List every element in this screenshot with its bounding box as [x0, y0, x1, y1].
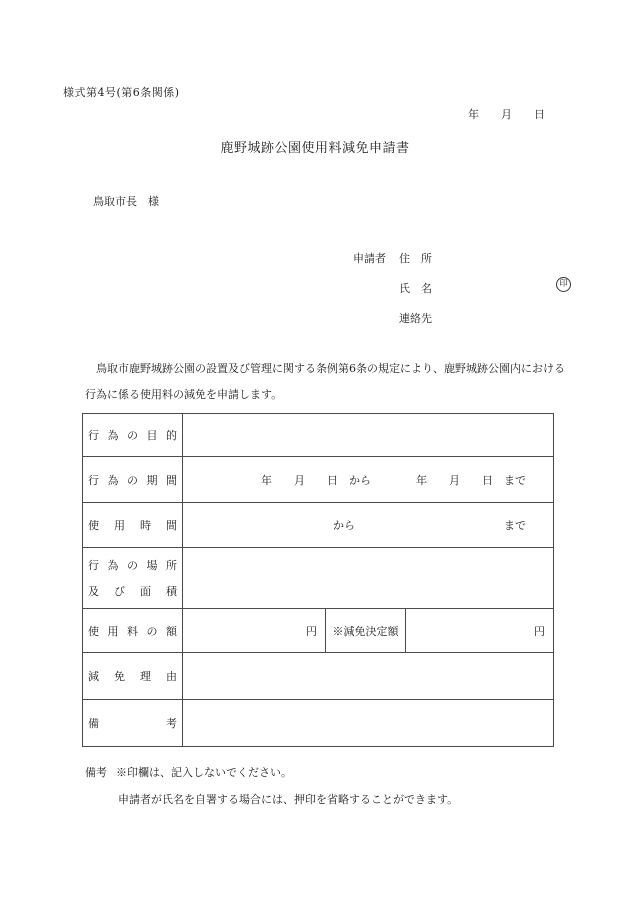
application-table [82, 413, 554, 747]
usage-time-field [183, 503, 553, 547]
fee-unit-yen: 円 [306, 624, 317, 638]
applicant-name-label: 氏 名 [399, 282, 432, 295]
body-paragraph: 鳥取市鹿野城跡公園の設置及び管理に関する条例第6条の規定により、鹿野城跡公園内における行為に係る使用料の減免を申請します。 [85, 362, 565, 401]
seal-icon [556, 277, 571, 292]
row-label-text: 減 免 理 由 [88, 670, 177, 683]
row-label-text: 使 用 料 の 額 [88, 624, 177, 638]
table-row-reason [83, 653, 553, 700]
fee-decided-label-text: ※減免決定額 [332, 624, 399, 638]
table-row-period [83, 457, 553, 503]
period-from-text: 年 月 日 から [261, 473, 371, 487]
footer-note-2: 申請者が氏名を自署する場合には、押印を省略することができます。 [118, 793, 459, 806]
applicant-label: 申請者 [353, 252, 386, 265]
location-field [183, 548, 553, 608]
remarks-field [183, 700, 553, 746]
table-row-purpose [83, 414, 553, 457]
footer-note-1-text: ※印欄は、記入しないでください。 [116, 766, 292, 779]
form-number: 様式第4号(第6条関係) [63, 86, 180, 99]
fee-decided-field [406, 609, 553, 652]
reason-field [183, 653, 553, 699]
fee-decided-label [326, 609, 406, 652]
table-row-fee [83, 609, 553, 653]
seal-character: 印 [559, 279, 568, 290]
time-from-text: から [333, 519, 355, 532]
row-label-text-line1: 行 為 の 場 所 [88, 559, 177, 573]
row-label-text: 備 考 [88, 717, 177, 730]
applicant-address-label: 住 所 [399, 252, 432, 265]
row-label-text: 使 用 時 間 [88, 519, 177, 532]
row-label-purpose [83, 414, 183, 456]
table-row-remarks [83, 700, 553, 746]
row-label-remarks [83, 700, 183, 746]
addressee: 鳥取市長 様 [93, 195, 159, 208]
date-line: 年 月 日 [468, 108, 545, 121]
fee-decided-unit-yen: 円 [534, 624, 545, 638]
row-label-text-line2: 及 び 面 積 [88, 584, 177, 598]
applicant-contact-label: 連絡先 [399, 312, 432, 325]
period-to-text: 年 月 日 まで [416, 473, 526, 487]
row-label-reason [83, 653, 183, 699]
row-label-fee [83, 609, 183, 652]
time-to-text: まで [504, 519, 526, 532]
footer-note-label: 備考 [85, 766, 107, 779]
footer-notes [85, 759, 458, 813]
row-label-usage-time [83, 503, 183, 547]
row-label-period [83, 457, 183, 502]
table-row-location [83, 548, 553, 609]
row-label-location [83, 548, 183, 608]
footer-note-1 [85, 759, 458, 786]
document-title: 鹿野城跡公園使用料減免申請書 [220, 141, 410, 156]
period-field [183, 457, 553, 502]
row-label-text: 行 為 の 目 的 [88, 429, 177, 442]
fee-amount-field [183, 609, 326, 652]
row-label-text: 行 為 の 期 間 [88, 473, 177, 487]
purpose-field [183, 414, 553, 456]
table-row-usage-time [83, 503, 553, 548]
